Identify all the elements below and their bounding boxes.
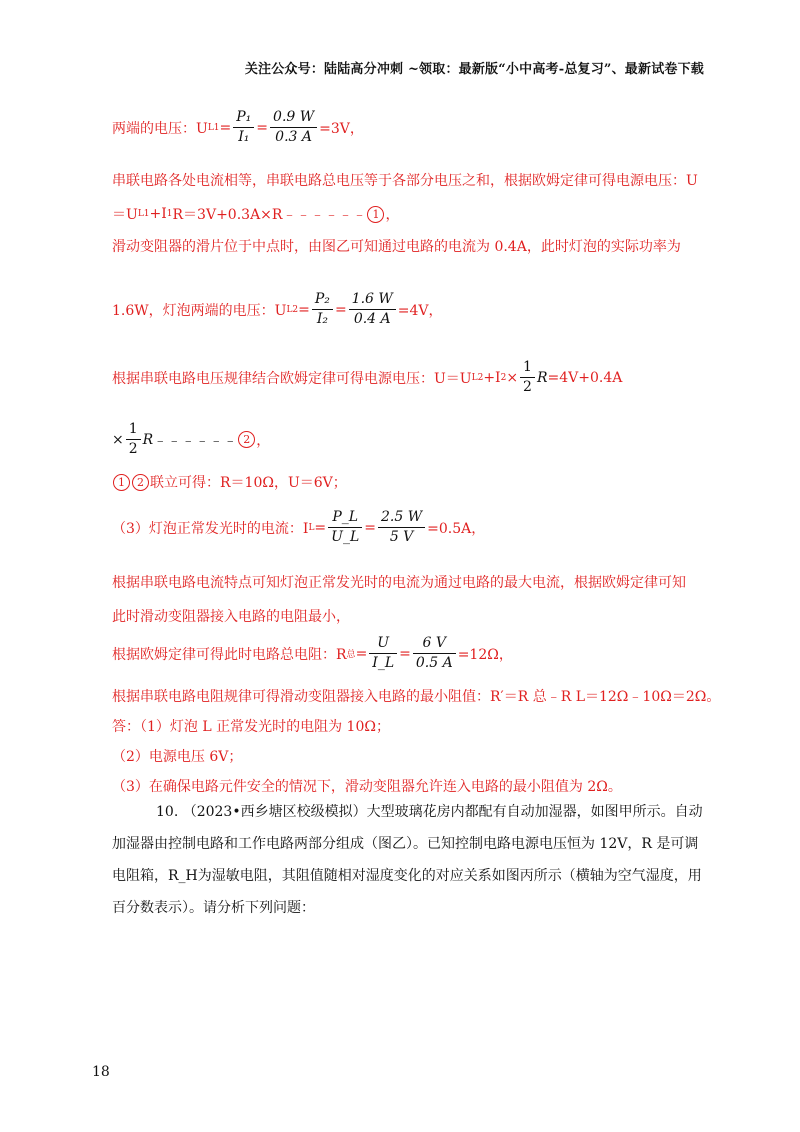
fraction: $\frac{6 V}{0.5 A}$ bbox=[413, 634, 456, 673]
fraction: $\frac{\text{P₂}}{\text{I₂}}$ bbox=[312, 290, 333, 329]
fraction: $\frac{2.5 W}{5 V}$ bbox=[378, 508, 425, 547]
solution-line-1: 两端的电压：U L1 = $\frac{\text{P₁}}{\text{I₁}}$ = $\frac{0.9 W}{0.3 A}$ =3V， bbox=[112, 109, 364, 145]
solution-line-10: 根据串联电路电流特点可知灯泡正常发光时的电流为通过电路的最大电流，根据欧姆定律可知 bbox=[112, 575, 686, 591]
solution-line-5: 1.6W，灯泡两端的电压：U L2 = $\frac{\text{P₂}}{\text{I₂}}$ = $\frac{1.6 W}{0.4 A}$ =4V， bbox=[112, 291, 443, 327]
fraction: $\frac{P\_L}{U\_L}$ bbox=[328, 508, 362, 547]
solution-line-13: 根据串联电路电阻规律可得滑动变阻器接入电路的最小阻值：R′＝R 总﹣R L＝12Ω﹣10Ω＝2Ω。 bbox=[112, 689, 721, 705]
answer-line-1: 答：（1）灯泡 L 正常发光时的电阻为 10Ω； bbox=[112, 719, 390, 735]
page-number: 18 bbox=[92, 1064, 110, 1080]
solution-line-7: × $\frac{1}{2}$ R ﹣﹣﹣﹣﹣﹣ 2 ， bbox=[112, 421, 271, 457]
solution-line-9: （3）灯泡正常发光时的电流：I L = $\frac{P\_L}{U\_L}$ = $\frac{2.5 W}{5 V}$ =0.5A， bbox=[112, 509, 486, 545]
solution-line-8: 1 2 联立可得：R＝10Ω，U＝6V； bbox=[112, 472, 347, 492]
circled-number: 2 bbox=[132, 474, 149, 491]
fraction: $\frac{0.9 W}{0.3 A}$ bbox=[270, 108, 317, 147]
solution-line-11: 此时滑动变阻器接入电路的电阻最小， bbox=[112, 609, 350, 625]
fraction: $\frac{U}{I\_L}$ bbox=[369, 634, 397, 673]
solution-line-3: ＝U L1 +I 1 R＝3V+0.3A×R﹣﹣﹣﹣﹣﹣ 1 ， bbox=[112, 206, 400, 223]
solution-line-4: 滑动变阻器的滑片位于中点时，由图乙可知通过电路的电流为 0.4A，此时灯泡的实际功率为 bbox=[112, 239, 681, 255]
solution-line-12: 根据欧姆定律可得此时电路总电阻：R 总 = $\frac{U}{I\_L}$ = $\frac{6 V}{0.5 A}$ =12Ω， bbox=[112, 635, 513, 671]
page-header: 关注公众号：陆陆高分冲刺 ~领取：最新版“小中高考-总复习”、最新试卷下载 bbox=[244, 62, 704, 77]
fraction: $\frac{1}{2}$ bbox=[520, 358, 535, 397]
fraction: $\frac{1}{2}$ bbox=[126, 420, 141, 459]
circled-number: 1 bbox=[113, 474, 130, 491]
fraction: $\frac{\text{P₁}}{\text{I₁}}$ bbox=[233, 108, 254, 147]
answer-line-2: （2）电源电压 6V； bbox=[112, 749, 243, 765]
fraction: $\frac{1.6 W}{0.4 A}$ bbox=[349, 290, 396, 329]
solution-line-6: 根据串联电路电压规律结合欧姆定律可得电源电压：U＝U L2 +I 2 × $\frac{1}{2}$ R =4V+0.4A bbox=[112, 359, 623, 395]
solution-line-2: 串联电路各处电流相等，串联电路总电压等于各部分电压之和，根据欧姆定律可得电源电压：U bbox=[112, 173, 698, 189]
circled-number: 2 bbox=[238, 431, 255, 448]
answer-line-3: （3）在确保电路元件安全的情况下，滑动变阻器允许连入电路的最小阻值为 2Ω。 bbox=[112, 779, 622, 795]
circled-number: 1 bbox=[367, 206, 384, 223]
question-10: 10. （2023•西乡塘区校级模拟）大型玻璃花房内都配有自动加湿器，如图甲所示。自动加湿器由控制电路和工作电路两部分组成（图乙）。已知控制电路电源电压恒为 12V，R 是可调电阻箱，R_H为湿敏电阻，其阻值随相对湿度变化的对应关系如图丙所示（横轴为空气湿度，用百分数表示）。请分析下列问题： bbox=[112, 804, 703, 916]
